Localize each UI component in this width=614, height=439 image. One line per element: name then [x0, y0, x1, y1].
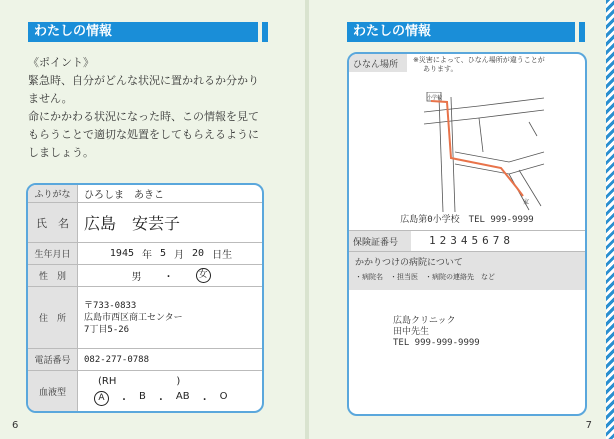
address-label: 住 所	[28, 287, 78, 348]
name-value: 広島 安芸子	[84, 214, 181, 233]
right-title-tail	[579, 22, 585, 42]
map-school-label: 小学校	[427, 95, 443, 101]
hospital-sub: ・病院名 ・担当医 ・病院の連絡先 など	[355, 273, 495, 281]
phone-row	[28, 349, 262, 371]
phone-label: 電話番号	[28, 349, 78, 370]
point-line-2: ません。	[28, 92, 73, 105]
evacuation-note-line-2: あります。	[423, 65, 458, 73]
furigana-row	[28, 185, 262, 203]
hospital-value	[393, 316, 480, 349]
left-page	[0, 0, 305, 439]
medical-info-card	[347, 52, 587, 416]
point-line-5: しましょう。	[28, 146, 94, 159]
furigana-value: ひろしま あきこ	[84, 190, 164, 201]
name-row	[28, 203, 262, 243]
point-line-1: 緊急時、自分がどんな状況に置かれるか分かり	[28, 74, 259, 87]
point-heading: 《ポイント》	[28, 56, 94, 69]
blood-rh-close: )	[176, 376, 181, 387]
gender-separator: ・	[163, 272, 174, 283]
map-home-label: 家	[523, 199, 530, 206]
address-line-1: 広島市西区商工センター	[84, 312, 183, 323]
birth-row	[28, 243, 262, 265]
left-title-tail	[262, 22, 268, 42]
point-line-4: もらうことで適切な処置をしてもらえるように	[28, 128, 259, 141]
blood-type-b: B	[139, 391, 146, 402]
blood-sep-2: ・	[155, 395, 166, 406]
address-postal: 〒733-0833	[84, 300, 137, 311]
right-page	[309, 0, 614, 439]
blood-label: 血液型	[28, 371, 78, 411]
blood-type-o: O	[219, 391, 228, 402]
birth-day: 20	[192, 248, 205, 259]
point-line-3: 命にかかわる状況になった時、この情報を見て	[28, 110, 259, 123]
address-row	[28, 287, 262, 349]
blood-types	[84, 391, 258, 406]
left-title: わたしの情報	[28, 22, 258, 42]
evacuation-value: 広島第0小学校 TEL 999-9999	[400, 215, 534, 225]
address-value	[84, 287, 258, 348]
right-title: わたしの情報	[347, 22, 575, 42]
personal-info-card	[26, 183, 264, 413]
birth-year: 1945	[109, 248, 134, 259]
right-page-number: 7	[585, 420, 592, 431]
birth-month-unit: 月	[174, 250, 185, 261]
left-page-number: 6	[12, 420, 19, 431]
evacuation-map	[419, 92, 549, 217]
phone-value: 082-277-0788	[84, 354, 150, 365]
insurance-label: 保険証番号	[349, 231, 411, 251]
gender-value	[84, 265, 258, 286]
hospital-name: 広島クリニック	[393, 316, 456, 326]
blood-row	[28, 371, 262, 411]
right-edge-stripe	[606, 0, 614, 439]
birth-day-unit: 日生	[212, 250, 233, 261]
evacuation-note-line-1: ※災害によって、ひなん場所が違うことが	[413, 56, 545, 64]
gender-label: 性 別	[28, 265, 78, 286]
blood-value	[84, 371, 258, 411]
furigana-label: ふりがな	[28, 185, 78, 202]
birth-month: 5	[160, 248, 167, 259]
blood-type-ab: AB	[175, 391, 190, 402]
hospital-heading: かかりつけの病院について	[355, 258, 463, 268]
hospital-doctor: 田中先生	[393, 327, 430, 337]
name-label: 氏 名	[28, 203, 78, 242]
insurance-value: 12345678	[429, 234, 514, 247]
blood-rh-open: (RH	[98, 376, 117, 387]
gender-female-circled: 女	[196, 268, 211, 283]
birth-value	[84, 243, 258, 264]
address-line-2: 7丁目5-26	[84, 324, 130, 335]
hospital-header	[349, 252, 585, 290]
gender-male: 男	[131, 272, 142, 283]
hospital-phone: TEL 999-999-9999	[393, 338, 480, 348]
blood-sep-1: ・	[119, 395, 129, 406]
point-section	[28, 54, 273, 162]
gender-row	[28, 265, 262, 287]
birth-label: 生年月日	[28, 243, 78, 264]
blood-type-a-circled: A	[94, 391, 109, 406]
evacuation-label: ひなん場所	[349, 54, 407, 72]
evacuation-note	[413, 56, 581, 74]
blood-sep-3: ・	[199, 395, 210, 406]
birth-year-unit: 年	[142, 250, 152, 261]
blood-rh	[84, 376, 258, 387]
